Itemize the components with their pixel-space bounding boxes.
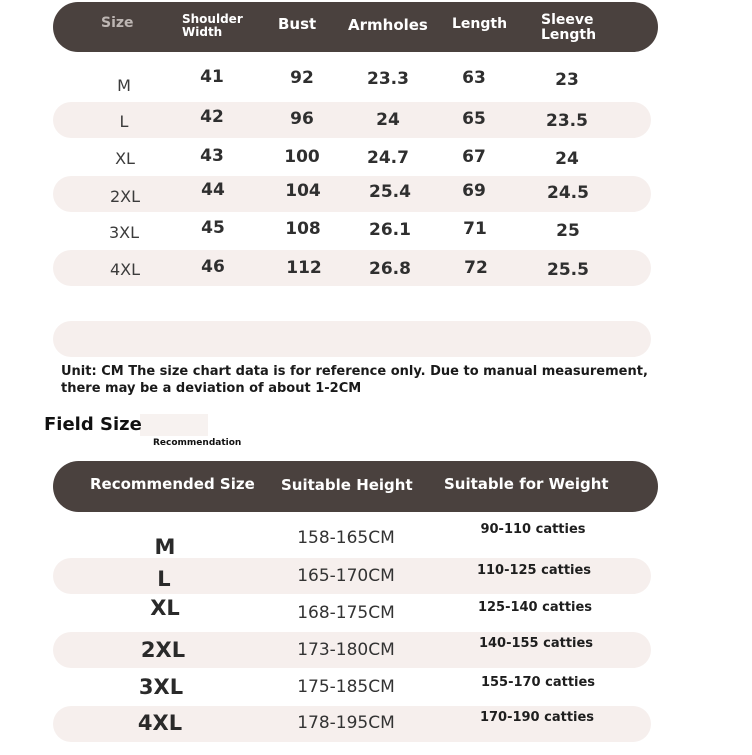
size-cell: 2XL (109, 187, 141, 206)
weight-cell: 170-190 catties (479, 710, 595, 725)
shoulder-cell: 43 (200, 146, 224, 166)
height-cell: 175-185CM (297, 677, 395, 697)
section-subtitle: Recommendation (153, 438, 242, 448)
recommended-size-cell: 3XL (138, 675, 184, 699)
header-sleeve-length: Sleeve Length (541, 12, 597, 44)
sleeve-cell: 24 (555, 149, 579, 169)
length-cell: 67 (462, 147, 486, 167)
header-suitable-height: Suitable Height (281, 476, 413, 494)
height-cell: 158-165CM (297, 528, 395, 548)
armholes-cell: 24 (376, 110, 400, 130)
bust-cell: 96 (290, 109, 314, 129)
sleeve-cell: 23 (555, 70, 579, 90)
height-cell: 165-170CM (297, 566, 395, 586)
height-cell: 168-175CM (297, 603, 395, 623)
size-chart-header (53, 2, 658, 52)
armholes-cell: 23.3 (367, 69, 409, 89)
sleeve-cell: 23.5 (546, 111, 588, 131)
length-cell: 63 (462, 68, 486, 88)
header-armholes: Armholes (348, 16, 428, 34)
measurement-note: Unit: CM The size chart data is for reference only. Due to manual measurement, there may be a deviation of about 1-2CM (61, 364, 648, 396)
shoulder-cell: 41 (200, 67, 224, 87)
armholes-cell: 24.7 (367, 148, 409, 168)
bust-cell: 112 (286, 258, 322, 278)
size-cell: M (117, 76, 131, 95)
length-cell: 71 (463, 219, 487, 239)
header-bust: Bust (278, 15, 317, 33)
recommended-size-cell: 2XL (140, 638, 186, 662)
size-cell: L (119, 112, 129, 131)
shoulder-cell: 45 (201, 218, 225, 238)
sleeve-cell: 25.5 (547, 260, 589, 280)
height-cell: 178-195CM (297, 713, 395, 733)
recommended-size-cell: XL (150, 596, 180, 620)
shoulder-cell: 44 (201, 180, 225, 200)
bust-cell: 100 (284, 147, 320, 167)
shoulder-cell: 42 (200, 107, 224, 127)
header-shoulder-width: Shoulder Width (182, 12, 243, 40)
weight-cell: 110-125 catties (476, 563, 592, 578)
recommended-size-cell: L (157, 567, 171, 591)
size-cell: 3XL (108, 223, 140, 242)
armholes-cell: 26.8 (369, 259, 411, 279)
armholes-cell: 26.1 (369, 220, 411, 240)
bust-cell: 92 (290, 68, 314, 88)
recommendation-header (53, 461, 658, 512)
size-cell: 4XL (109, 260, 141, 279)
recommended-size-cell: M (154, 535, 176, 559)
shoulder-cell: 46 (201, 257, 225, 277)
length-cell: 69 (462, 181, 486, 201)
empty-row-stripe (53, 321, 651, 357)
sleeve-cell: 24.5 (547, 183, 589, 203)
sleeve-cell: 25 (556, 221, 580, 241)
weight-cell: 90-110 catties (480, 522, 586, 537)
header-recommended-size: Recommended Size (90, 475, 255, 493)
title-backdrop (140, 414, 208, 436)
length-cell: 65 (462, 109, 486, 129)
weight-cell: 125-140 catties (477, 600, 593, 615)
header-suitable-weight: Suitable for Weight (444, 475, 609, 493)
weight-cell: 155-170 catties (480, 675, 596, 690)
weight-cell: 140-155 catties (478, 636, 594, 651)
length-cell: 72 (464, 258, 488, 278)
bust-cell: 104 (285, 181, 321, 201)
section-title: Field Size (44, 414, 142, 435)
header-size: Size (101, 15, 134, 31)
bust-cell: 108 (285, 219, 321, 239)
armholes-cell: 25.4 (369, 182, 411, 202)
recommended-size-cell: 4XL (137, 711, 183, 735)
height-cell: 173-180CM (297, 640, 395, 660)
header-length: Length (452, 16, 508, 32)
size-cell: XL (115, 149, 135, 168)
